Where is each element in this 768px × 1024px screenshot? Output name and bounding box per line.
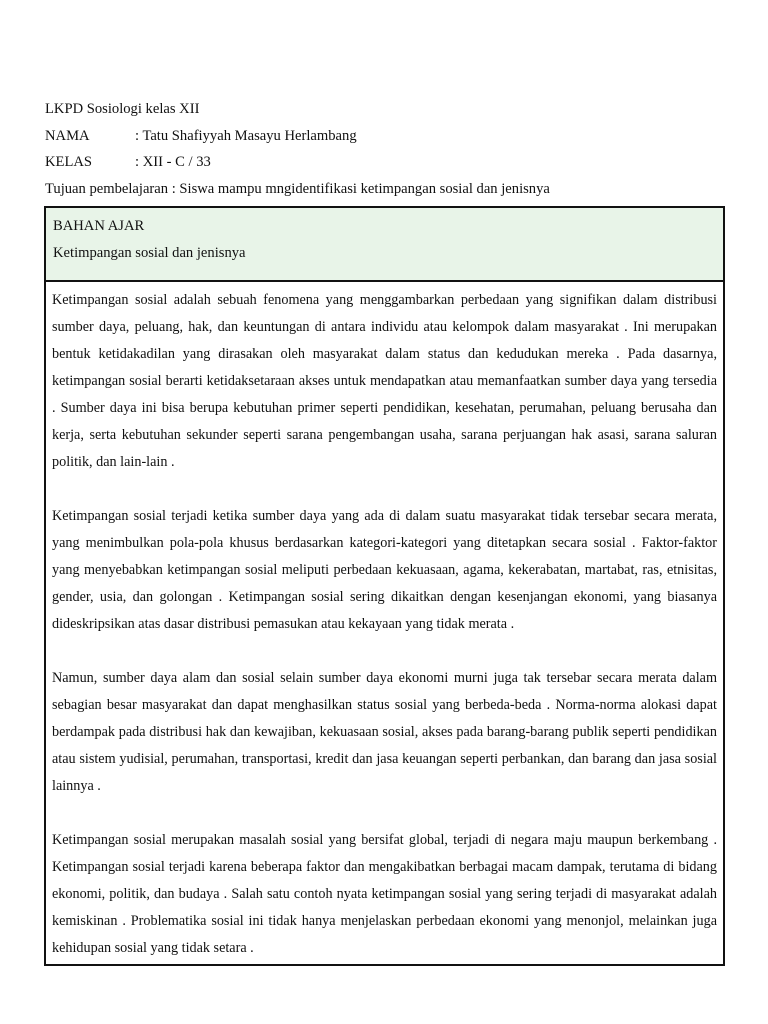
bahan-ajar-heading: BAHAN AJAR [53,218,145,234]
bahan-ajar-table [44,206,725,966]
kelas-row [45,149,725,176]
document-title-row [45,96,725,123]
kelas-label: KELAS [45,154,93,170]
bahan-ajar-topic: Ketimpangan sosial dan jenisnya [53,245,246,261]
paragraph-4: Ketimpangan sosial merupakan masalah sosial yang bersifat global, terjadi di negara maju maupun berkembang . Ketimpangan sosial terjadi karena beberapa faktor dan mengakibatkan berbagai macam dampak, terutama di bidang ekonomi, politik, dan budaya . Salah satu contoh nyata ketimpangan sosial yang sering terjadi di masyarakat adalah kemiskinan . Problematika sosial ini tidak hanya menjelaskan perbedaan ekonomi yang menonjol, melainkan juga kehidupan sosial yang tidak setara . [52,832,717,956]
kelas-value: : XII - C / 33 [135,154,211,170]
tujuan-pembelajaran: Tujuan pembelajaran : Siswa mampu mngidentifikasi ketimpangan sosial dan jenisnya [45,180,550,197]
bahan-ajar-header-cell [46,208,723,282]
nama-row [45,123,725,150]
paragraph-2: Ketimpangan sosial terjadi ketika sumber daya yang ada di dalam suatu masyarakat tidak tersebar secara merata, yang menimbulkan pola-pola khusus berdasarkan kategori-kategori yang ditetapkan secara sosial . Faktor-faktor yang menyebabkan ketimpangan sosial meliputi perbedaan kekuasaan, agama, kekerabatan, martabat, ras, etnisitas, gender, usia, dan golongan . Ketimpangan sosial sering dikaitkan dengan kesenjangan ekonomi, yang biasanya dideskripsikan atas dasar distribusi pemasukan atau kekayaan yang tidak merata . [52,508,717,632]
document-header [45,96,725,202]
tujuan-row [45,176,725,203]
paragraph-3: Namun, sumber daya alam dan sosial selain sumber daya ekonomi murni juga tak tersebar secara merata dalam sebagian besar masyarakat dan dapat menghasilkan status sosial yang berbeda-beda . Norma-norma alokasi dapat berdampak pada distribusi hak dan kewajiban, kekuasaan sosial, akses pada barang-barang publik seperti pendidikan atau sistem yudisial, perumahan, transportasi, kredit dan jasa keuangan seperti perbankan, dan barang dan jasa sosial lainnya . [52,670,717,794]
document-title: LKPD Sosiologi kelas XII [45,101,200,117]
nama-value: : Tatu Shafiyyah Masayu Herlambang [135,127,357,144]
bahan-ajar-content-cell [46,282,723,964]
paragraph-1: Ketimpangan sosial adalah sebuah fenomena yang menggambarkan perbedaan yang signifikan dalam distribusi sumber daya, peluang, hak, dan keuntungan di antara individu atau kelompok dalam masyarakat . Ini merupakan bentuk ketidakadilan yang dirasakan oleh masyarakat dalam status dan kedudukan mereka . Pada dasarnya, ketimpangan sosial berarti ketidaksetaraan akses untuk mendapatkan atau memanfaatkan sumber daya yang tersedia . Sumber daya ini bisa berupa kebutuhan primer seperti pendidikan, kesehatan, perumahan, peluang berusaha dan kerja, serta kebutuhan sekunder seperti sarana pengembangan usaha, sarana perjuangan hak asasi, sarana saluran politik, dan lain-lain . [52,292,717,470]
nama-label: NAMA [45,127,90,144]
